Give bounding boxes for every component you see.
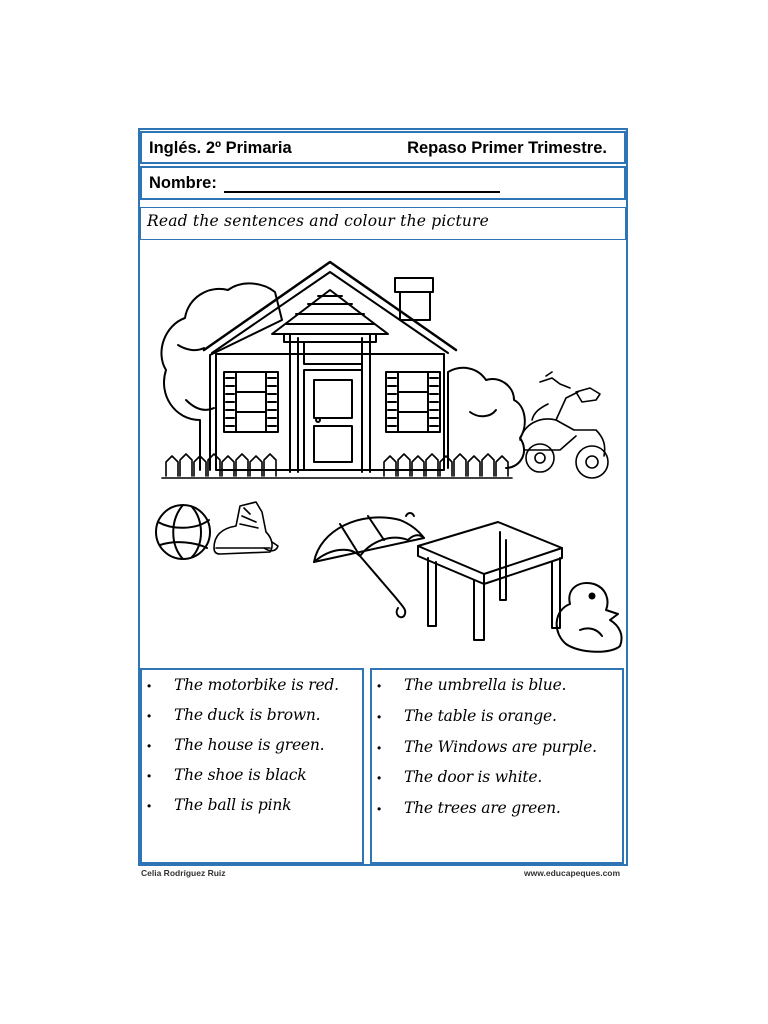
bullet: • — [377, 710, 382, 724]
instruction-text: Read the sentences and colour the picture — [147, 212, 490, 230]
list-item — [372, 676, 622, 700]
sentence-text: The trees are green. — [404, 799, 561, 817]
list-item — [142, 796, 362, 820]
list-item — [142, 706, 362, 730]
list-item — [372, 768, 622, 792]
bullet: • — [377, 802, 382, 816]
ball-icon — [156, 505, 210, 559]
shoe-icon — [214, 502, 278, 554]
unit-title: Repaso Primer Trimestre. — [407, 139, 607, 157]
list-item — [142, 676, 362, 700]
list-item — [372, 738, 622, 762]
list-item — [372, 799, 622, 823]
sentence-text: The table is orange. — [404, 707, 557, 725]
name-label: Nombre: — [149, 174, 217, 192]
list-item — [372, 707, 622, 731]
sentence-text: The umbrella is blue. — [404, 676, 567, 694]
umbrella-icon — [314, 513, 424, 617]
sentence-text: The shoe is black — [174, 766, 307, 784]
bullet: • — [147, 799, 152, 813]
sentence-text: The house is green. — [174, 736, 325, 754]
bullet: • — [377, 679, 382, 693]
bullet: • — [147, 709, 152, 723]
sentence-text: The motorbike is red. — [174, 676, 339, 694]
bullet: • — [147, 739, 152, 753]
bullet: • — [377, 771, 382, 785]
sentence-text: The ball is pink — [174, 796, 292, 814]
list-item — [142, 766, 362, 790]
table-icon — [418, 522, 562, 640]
site-url: www.educapeques.com — [524, 868, 621, 878]
sentences-left-box — [140, 668, 364, 864]
sentence-text: The Windows are purple. — [404, 738, 597, 756]
bullet: • — [147, 679, 152, 693]
sentences-right-box — [370, 668, 624, 864]
duck-icon — [557, 583, 622, 652]
bullet: • — [377, 741, 382, 755]
bullet: • — [147, 769, 152, 783]
motorbike-icon — [520, 372, 608, 478]
bush-icon — [448, 368, 525, 468]
grass-icon — [162, 454, 512, 478]
sentence-text: The duck is brown. — [174, 706, 321, 724]
house-icon — [204, 262, 456, 472]
author-credit: Celia Rodríguez Ruiz — [141, 868, 226, 878]
list-item — [142, 736, 362, 760]
tree-icon — [161, 283, 282, 470]
subject-title: Inglés. 2º Primaria — [149, 139, 292, 157]
sentence-text: The door is white. — [404, 768, 543, 786]
